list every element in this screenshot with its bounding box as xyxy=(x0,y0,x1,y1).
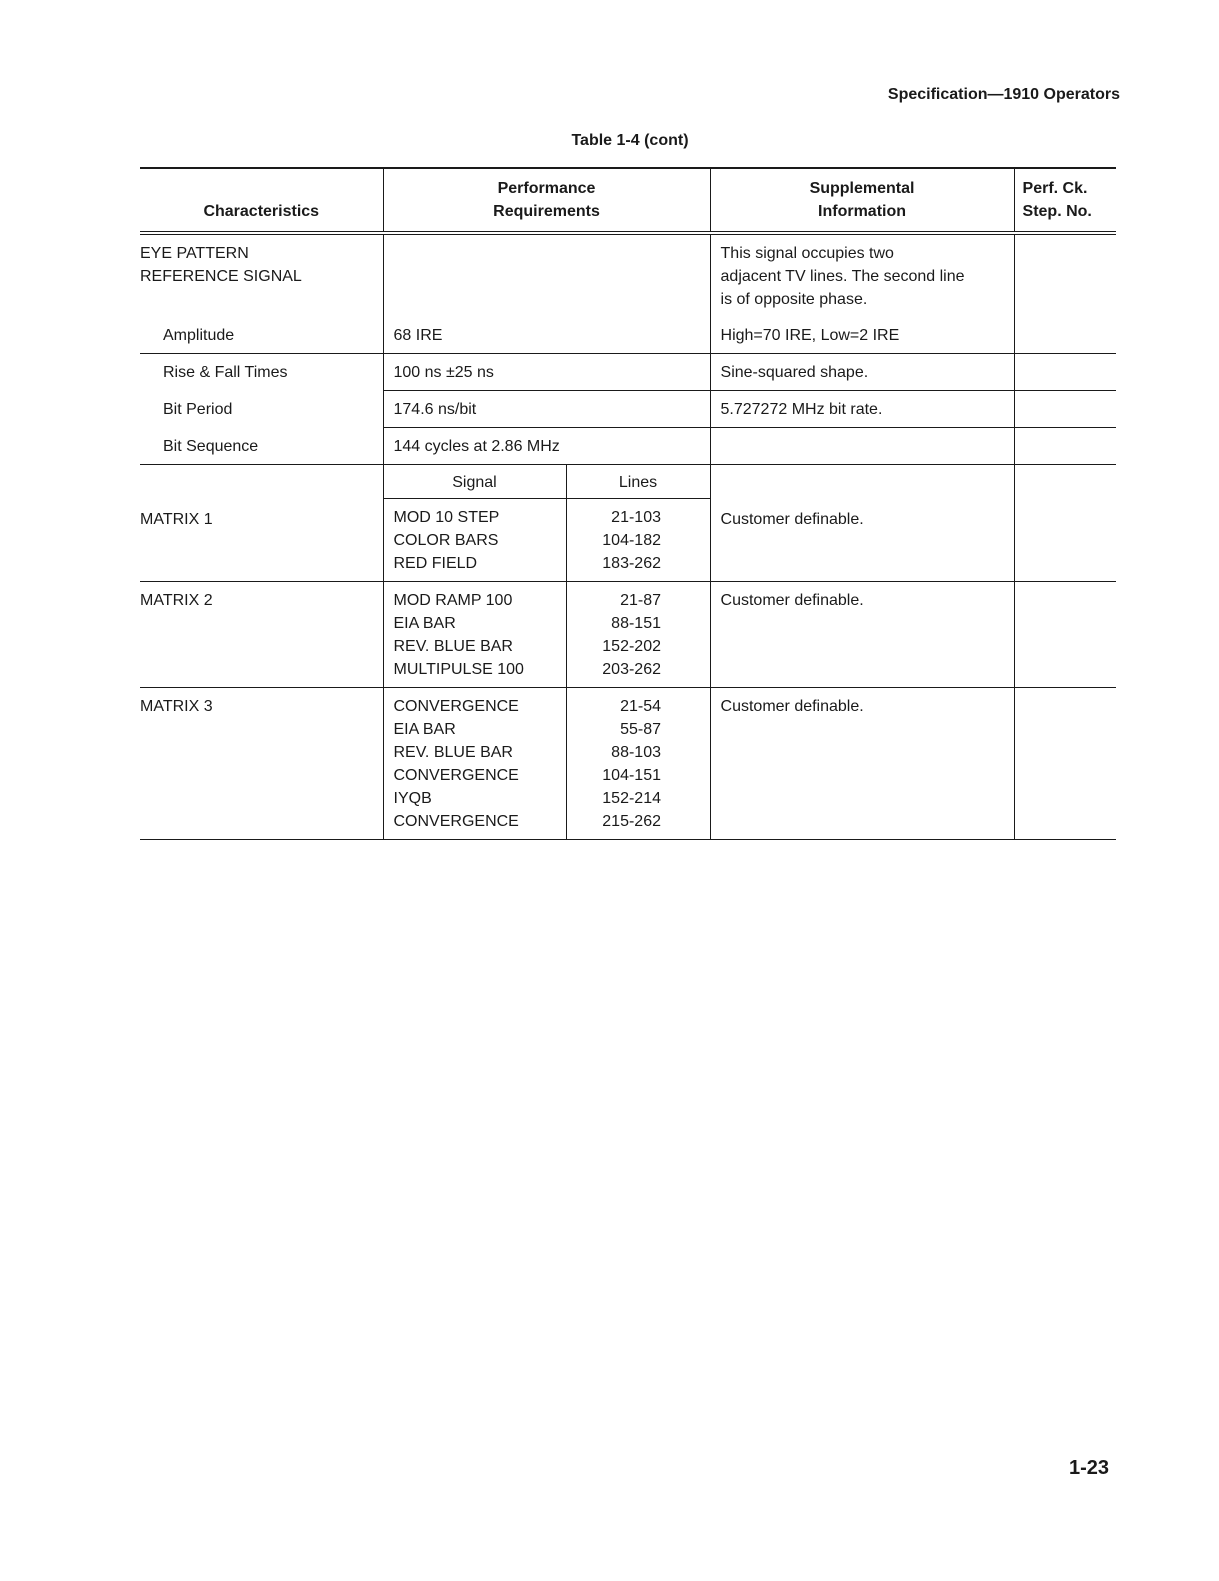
matrix-3-lines xyxy=(566,688,710,840)
lines-item: 203-262 xyxy=(602,661,661,678)
running-head: Specification—1910 Operators xyxy=(887,86,1120,103)
matrix-1-supplemental: Customer definable. xyxy=(710,465,1014,582)
lines-item: 55-87 xyxy=(620,721,661,738)
matrix-1-name: MATRIX 1 xyxy=(140,465,383,582)
matrix-2-lines xyxy=(566,582,710,688)
signal-item: MULTIPULSE 100 xyxy=(393,661,524,678)
signal-item: EIA BAR xyxy=(393,615,456,632)
eye-pattern-title: EYE PATTERN REFERENCE SIGNAL xyxy=(140,245,302,285)
signal-item: EIA BAR xyxy=(393,721,456,738)
supplemental-cell: 5.727272 MHz bit rate. xyxy=(710,391,1014,428)
matrix-2-name: MATRIX 2 xyxy=(140,582,383,688)
spec-table xyxy=(140,167,1116,840)
header-characteristics: Characteristics xyxy=(140,168,383,233)
matrix-3-name: MATRIX 3 xyxy=(140,688,383,840)
matrix-1-step xyxy=(1014,465,1116,582)
signal-item: MOD RAMP 100 xyxy=(393,592,513,609)
eye-pattern-perf xyxy=(383,233,710,317)
supplemental-cell: High=70 IRE, Low=2 IRE xyxy=(710,317,1014,354)
lines-item: 104-182 xyxy=(602,532,661,549)
table-row xyxy=(140,354,1116,391)
lines-item: 21-103 xyxy=(611,509,661,526)
supplemental-cell: Sine-squared shape. xyxy=(710,354,1014,391)
header-supplemental: Supplemental Information xyxy=(710,168,1014,233)
lines-item: 183-262 xyxy=(602,555,661,572)
characteristic-cell: Amplitude xyxy=(140,317,383,354)
characteristic-cell: Bit Sequence xyxy=(140,428,383,465)
lines-item: 88-151 xyxy=(611,615,661,632)
signal-item: REV. BLUE BAR xyxy=(393,638,513,655)
spec-table-container xyxy=(140,167,1116,840)
characteristic-cell: Rise & Fall Times xyxy=(163,364,288,381)
header-step-number: Perf. Ck. Step. No. xyxy=(1014,168,1116,233)
matrix-1-lines xyxy=(566,499,710,582)
matrix-3-step xyxy=(1014,688,1116,840)
step-cell xyxy=(1014,391,1116,428)
performance-cell: 144 cycles at 2.86 MHz xyxy=(383,428,710,465)
step-cell xyxy=(1014,317,1116,354)
lines-item: 152-202 xyxy=(602,638,661,655)
lines-item: 152-214 xyxy=(602,790,661,807)
performance-cell: 174.6 ns/bit xyxy=(383,391,710,428)
matrix-1-signals xyxy=(383,499,566,582)
performance-cell: 100 ns ±25 ns xyxy=(383,354,710,391)
lines-item: 21-87 xyxy=(620,592,661,609)
subheader-signal: Signal xyxy=(383,465,566,499)
subheader-lines: Lines xyxy=(566,465,710,499)
table-row-eye-pattern xyxy=(140,233,1116,317)
matrix-2-step xyxy=(1014,582,1116,688)
matrix-2-row xyxy=(140,582,1116,688)
signal-item: COLOR BARS xyxy=(393,532,499,549)
eye-pattern-note: This signal occupies two adjacent TV lines. The second line is of opposite phase. xyxy=(710,233,1014,317)
lines-item: 88-103 xyxy=(611,744,661,761)
matrix-2-signals xyxy=(383,582,566,688)
table-row xyxy=(140,428,1116,465)
signal-item: RED FIELD xyxy=(393,555,478,572)
matrix-subheader-row xyxy=(140,465,1116,499)
header-performance: Performance Requirements xyxy=(383,168,710,233)
lines-item: 104-151 xyxy=(602,767,661,784)
signal-item: MOD 10 STEP xyxy=(393,509,500,526)
performance-cell: 68 IRE xyxy=(383,317,710,354)
page-number: 1-23 xyxy=(1068,1457,1109,1479)
step-cell xyxy=(1014,428,1116,465)
signal-item: CONVERGENCE xyxy=(393,813,519,830)
table-title: Table 1-4 (cont) xyxy=(571,132,689,149)
lines-item: 21-54 xyxy=(620,698,661,715)
signal-item: CONVERGENCE xyxy=(393,698,519,715)
matrix-3-signals xyxy=(383,688,566,840)
table-header-row xyxy=(140,168,1116,233)
signal-item: IYQB xyxy=(393,790,432,807)
signal-item: CONVERGENCE xyxy=(393,767,519,784)
step-cell xyxy=(1014,354,1116,391)
characteristic-cell: Bit Period xyxy=(163,400,233,418)
eye-pattern-step xyxy=(1014,233,1116,317)
signal-item: REV. BLUE BAR xyxy=(393,744,513,761)
table-row xyxy=(140,317,1116,354)
matrix-3-row xyxy=(140,688,1116,840)
matrix-2-supplemental: Customer definable. xyxy=(710,582,1014,688)
table-row xyxy=(140,391,1116,428)
matrix-3-supplemental: Customer definable. xyxy=(710,688,1014,840)
lines-item: 215-262 xyxy=(602,813,661,830)
supplemental-cell xyxy=(710,428,1014,465)
